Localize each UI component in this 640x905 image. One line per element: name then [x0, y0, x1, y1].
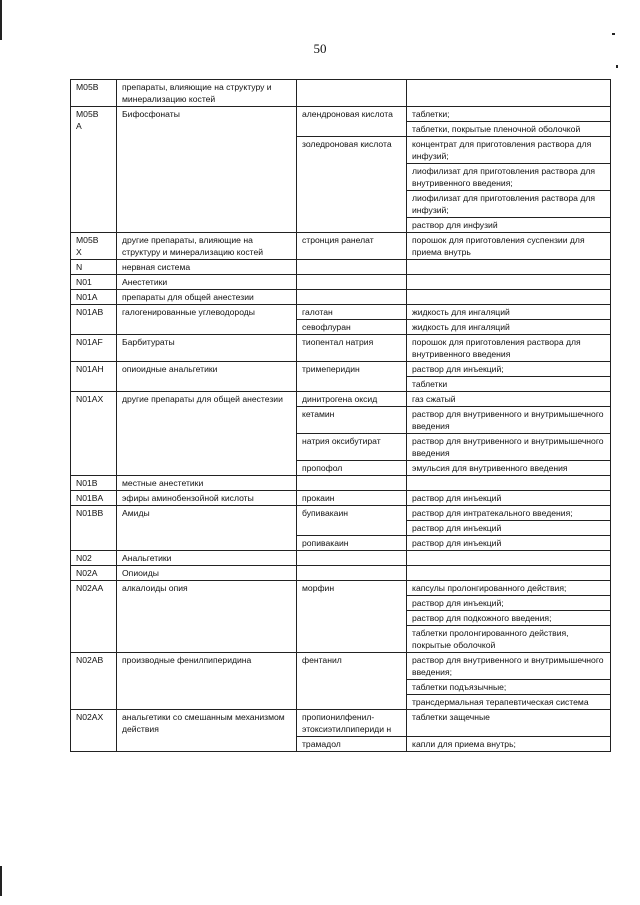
table-cell	[297, 536, 407, 551]
cell-text: севофлуран	[302, 322, 351, 332]
table-row	[71, 290, 611, 305]
table-cell	[297, 566, 407, 581]
table-cell	[407, 233, 611, 260]
table-cell	[407, 491, 611, 506]
cell-text: другие препараты для общей анестезии	[122, 394, 283, 404]
table-cell	[407, 320, 611, 335]
cell-text: опиоидные анальгетики	[122, 364, 218, 374]
cell-text: эфиры аминобензойной кислоты	[122, 493, 254, 503]
table-row	[71, 653, 611, 680]
table-row	[71, 551, 611, 566]
cell-text: лиофилизат для приготовления раствора для инфузий;	[412, 193, 596, 215]
cell-text: раствор для внутривенного и внутримышечного введения	[412, 436, 604, 458]
table-cell	[407, 611, 611, 626]
table-cell	[407, 566, 611, 581]
table-cell	[117, 506, 297, 551]
cell-text: кетамин	[302, 409, 335, 419]
table-cell	[407, 122, 611, 137]
cell-text: N	[76, 262, 83, 272]
table-cell	[71, 392, 117, 476]
cell-text: раствор для инфузий	[412, 220, 498, 230]
cell-text: N01AX	[76, 394, 104, 404]
table-cell	[407, 551, 611, 566]
table-cell	[407, 191, 611, 218]
cell-text: N01AH	[76, 364, 104, 374]
table-row	[71, 275, 611, 290]
cell-text: прокаин	[302, 493, 335, 503]
table-cell	[297, 392, 407, 407]
cell-text: препараты для общей анестезии	[122, 292, 254, 302]
cell-text: Анальгетики	[122, 553, 172, 563]
cell-text: трамадол	[302, 739, 341, 749]
scan-edge-mark	[0, 866, 2, 896]
medication-table-body	[71, 80, 611, 752]
table-cell	[407, 596, 611, 611]
cell-text: N02AA	[76, 583, 104, 593]
table-row	[71, 362, 611, 377]
table-cell	[71, 107, 117, 233]
table-cell	[407, 680, 611, 695]
cell-text: эмульсия для внутривенного введения	[412, 463, 568, 473]
table-cell	[407, 581, 611, 596]
table-cell	[407, 461, 611, 476]
table-cell	[117, 107, 297, 233]
cell-text: лиофилизат для приготовления раствора для внутривенного введения;	[412, 166, 596, 188]
cell-text: нервная система	[122, 262, 191, 272]
cell-text: галотан	[302, 307, 333, 317]
cell-text: M05B X	[76, 235, 99, 257]
cell-text: ропивакаин	[302, 538, 349, 548]
table-cell	[297, 581, 407, 653]
cell-text: Бифосфонаты	[122, 109, 180, 119]
cell-text: местные анестетики	[122, 478, 204, 488]
cell-text: N01B	[76, 478, 98, 488]
table-cell	[71, 653, 117, 710]
cell-text: газ сжатый	[412, 394, 456, 404]
table-cell	[71, 581, 117, 653]
cell-text: раствор для инъекций;	[412, 364, 504, 374]
table-cell	[71, 335, 117, 362]
cell-text: раствор для внутривенного и внутримышечного введения	[412, 409, 604, 431]
table-cell	[407, 260, 611, 275]
cell-text: стронция ранелат	[302, 235, 374, 245]
table-cell	[297, 275, 407, 290]
cell-text: анальгетики со смешанным механизмом действия	[122, 712, 285, 734]
table-cell	[297, 260, 407, 275]
table-cell	[407, 377, 611, 392]
cell-text: N02AX	[76, 712, 104, 722]
table-cell	[117, 491, 297, 506]
table-cell	[407, 218, 611, 233]
cell-text: N01AB	[76, 307, 104, 317]
cell-text: раствор для подкожного введения;	[412, 613, 552, 623]
table-cell	[117, 653, 297, 710]
table-cell	[297, 233, 407, 260]
table-row	[71, 260, 611, 275]
table-cell	[71, 233, 117, 260]
table-cell	[117, 551, 297, 566]
table-cell	[297, 461, 407, 476]
table-cell	[71, 305, 117, 335]
cell-text: N01	[76, 277, 92, 287]
cell-text: Барбитураты	[122, 337, 175, 347]
cell-text: морфин	[302, 583, 335, 593]
table-cell	[297, 551, 407, 566]
cell-text: N01A	[76, 292, 98, 302]
table-row	[71, 392, 611, 407]
table-cell	[407, 737, 611, 752]
cell-text: N01BB	[76, 508, 104, 518]
cell-text: N02AB	[76, 655, 104, 665]
table-cell	[297, 407, 407, 434]
table-cell	[71, 506, 117, 551]
table-row	[71, 335, 611, 362]
table-cell	[407, 506, 611, 521]
table-cell	[117, 290, 297, 305]
table-cell	[117, 260, 297, 275]
cell-text: N01AF	[76, 337, 103, 347]
cell-text: раствор для внутривенного и внутримышечного введения;	[412, 655, 604, 677]
cell-text: таблетки;	[412, 109, 450, 119]
table-cell	[407, 305, 611, 320]
cell-text: производные фенилпиперидина	[122, 655, 252, 665]
cell-text: капсулы пролонгированного действия;	[412, 583, 567, 593]
cell-text: пропионилфенил-этоксиэтилпипериди н	[302, 712, 392, 734]
page-number: 50	[313, 41, 327, 56]
cell-text: галогенированные углеводороды	[122, 307, 255, 317]
table-cell	[407, 137, 611, 164]
cell-text: натрия оксибутират	[302, 436, 381, 446]
table-row	[71, 710, 611, 737]
table-row	[71, 233, 611, 260]
table-cell	[117, 710, 297, 752]
cell-text: раствор для инъекций	[412, 523, 502, 533]
table-cell	[407, 335, 611, 362]
table-row	[71, 80, 611, 107]
cell-text: тиопентал натрия	[302, 337, 374, 347]
cell-text: M05B A	[76, 109, 99, 131]
cell-text: таблетки	[412, 379, 448, 389]
table-cell	[407, 536, 611, 551]
table-cell	[297, 137, 407, 233]
cell-text: Опиоиды	[122, 568, 159, 578]
table-cell	[117, 476, 297, 491]
cell-text: пропофол	[302, 463, 343, 473]
cell-text: N02	[76, 553, 92, 563]
table-cell	[407, 392, 611, 407]
table-cell	[297, 305, 407, 320]
medication-table	[70, 79, 611, 752]
cell-text: трансдермальная терапевтическая система	[412, 697, 589, 707]
cell-text: раствор для интратекального введения;	[412, 508, 573, 518]
table-cell	[71, 290, 117, 305]
cell-text: золедроновая кислота	[302, 139, 392, 149]
cell-text: жидкость для ингаляций	[412, 307, 510, 317]
table-cell	[71, 491, 117, 506]
table-cell	[297, 506, 407, 536]
table-cell	[71, 275, 117, 290]
table-cell	[407, 653, 611, 680]
table-cell	[407, 407, 611, 434]
table-cell	[71, 362, 117, 392]
cell-text: тримеперидин	[302, 364, 360, 374]
table-cell	[297, 335, 407, 362]
table-cell	[117, 566, 297, 581]
cell-text: раствор для инъекций;	[412, 598, 504, 608]
table-cell	[407, 434, 611, 461]
table-cell	[117, 80, 297, 107]
table-row	[71, 581, 611, 596]
table-cell	[297, 434, 407, 461]
table-cell	[297, 320, 407, 335]
cell-text: капли для приема внутрь;	[412, 739, 516, 749]
cell-text: порошок для приготовления суспензии для приема внутрь	[412, 235, 585, 257]
cell-text: M05B	[76, 82, 99, 92]
cell-text: Амиды	[122, 508, 150, 518]
table-cell	[297, 737, 407, 752]
table-cell	[297, 710, 407, 737]
table-row	[71, 566, 611, 581]
scan-speck	[612, 33, 615, 35]
table-row	[71, 506, 611, 521]
cell-text: раствор для инъекций	[412, 493, 502, 503]
cell-text: порошок для приготовления раствора для внутривенного введения	[412, 337, 581, 359]
table-cell	[297, 290, 407, 305]
cell-text: таблетки пролонгированного действия, покрытые оболочкой	[412, 628, 569, 650]
table-cell	[297, 80, 407, 107]
table-cell	[297, 476, 407, 491]
table-cell	[407, 476, 611, 491]
table-cell	[407, 290, 611, 305]
cell-text: алкалоиды опия	[122, 583, 188, 593]
table-row	[71, 107, 611, 122]
cell-text: таблетки защечные	[412, 712, 490, 722]
table-cell	[117, 233, 297, 260]
table-cell	[407, 80, 611, 107]
cell-text: динитрогена оксид	[302, 394, 378, 404]
table-row	[71, 476, 611, 491]
table-cell	[71, 551, 117, 566]
cell-text: раствор для инъекций	[412, 538, 502, 548]
table-cell	[117, 275, 297, 290]
table-cell	[117, 305, 297, 335]
table-cell	[407, 275, 611, 290]
table-cell	[407, 710, 611, 737]
cell-text: жидкость для ингаляций	[412, 322, 510, 332]
cell-text: N01BA	[76, 493, 104, 503]
cell-text: другие препараты, влияющие на структуру и минерализацию костей	[122, 235, 264, 257]
scan-speck	[616, 65, 618, 68]
cell-text: препараты, влияющие на структуру и минерализацию костей	[122, 82, 272, 104]
cell-text: Анестетики	[122, 277, 168, 287]
table-cell	[297, 491, 407, 506]
table-cell	[407, 521, 611, 536]
table-cell	[297, 107, 407, 137]
table-cell	[117, 335, 297, 362]
cell-text: бупивакаин	[302, 508, 349, 518]
table-cell	[117, 392, 297, 476]
table-row	[71, 305, 611, 320]
table-cell	[407, 107, 611, 122]
table-cell	[407, 626, 611, 653]
table-cell	[71, 260, 117, 275]
table-cell	[407, 362, 611, 377]
table-cell	[297, 653, 407, 710]
cell-text: таблетки подъязычные;	[412, 682, 507, 692]
table-row	[71, 491, 611, 506]
scan-edge-mark	[0, 0, 2, 40]
table-cell	[407, 164, 611, 191]
table-cell	[117, 581, 297, 653]
table-cell	[71, 566, 117, 581]
table-cell	[71, 476, 117, 491]
table-cell	[117, 362, 297, 392]
table-cell	[407, 695, 611, 710]
cell-text: фентанил	[302, 655, 342, 665]
cell-text: таблетки, покрытые пленочной оболочкой	[412, 124, 581, 134]
table-cell	[297, 362, 407, 392]
cell-text: алендроновая кислота	[302, 109, 393, 119]
table-cell	[71, 80, 117, 107]
cell-text: N02A	[76, 568, 98, 578]
table-cell	[71, 710, 117, 752]
cell-text: концентрат для приготовления раствора для инфузий;	[412, 139, 592, 161]
